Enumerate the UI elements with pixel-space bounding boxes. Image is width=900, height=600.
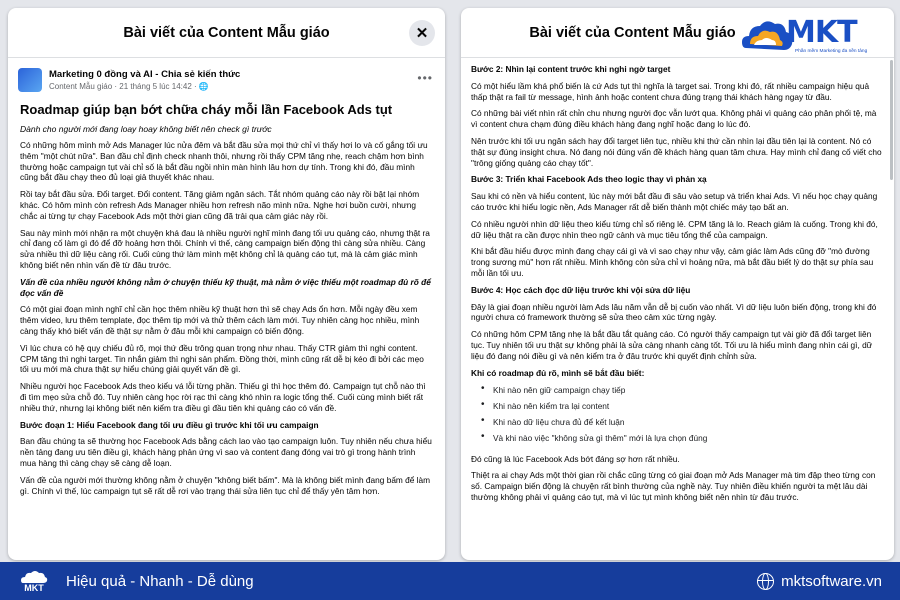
post-paragraphs: [471, 64, 882, 378]
section-heading: Bước đoạn 1: Hiểu Facebook đang tối ưu điều gì trước khi tối ưu campaign: [20, 419, 319, 430]
post-body: [8, 96, 445, 496]
brand-tagline: Phần mềm Marketing đa nền tảng: [795, 49, 868, 54]
footer-banner: [0, 562, 900, 600]
post-paragraph: Sau khi có nền và hiểu content, lúc này mới bắt đầu đi sâu vào setup và triển khai Ads. Vì nếu học chạy quảng cáo trước khi hiểu logic nền, Ads Manager rất dễ biến thành một chiếc máy tạo bất an.: [471, 191, 878, 212]
post-dialog-left: [8, 8, 445, 560]
post-paragraphs-tail: [471, 454, 882, 503]
post-paragraph: Nhiều người học Facebook Ads theo kiểu vá lỗi từng phần. Thiếu gì thì học thêm đó. Campaign tụt chỗ nào thì đi tìm mẹo sửa chỗ đó. Tuy nhiên càng học rời rạc thì càng khó nhìn ra logic tổng thể. Cuối cùng mình biết rất nhiều thứ, nhưng lại không biết nên kiểm tra điều gì đầu tiên khi quảng cáo có vấn đề.: [20, 381, 426, 413]
post-paragraph: Khi bắt đầu hiểu được mình đang chạy cái gì và vì sao chạy như vậy, cảm giác làm Ads cũng đỡ "mò đường trong sương mù" hơn rất nhiều. Mình không còn sửa chỉ vì hoảng nữa, mà bắt đầu biết lý do thật sự phía sau mỗi lần tối ưu.: [471, 246, 874, 278]
more-options-icon[interactable]: •••: [417, 71, 433, 85]
post-paragraph: Có những hôm mình mở Ads Manager lúc nửa đêm và bắt đầu sửa mọi thứ chỉ vì thấy hơi lo và cố gắng tối ưu thêm "một chút nữa". Ban đầu chỉ định check nhanh thôi, nhưng rồi thấy CPM tăng nhẹ, reach chậm hơn bình thường hoặc campaign tụt vài chỉ số là bắt đầu ngồi nhìn màn hình lâu hơn dự tính. Trong khi đó, đầu mình cũng bắt đầu chạy theo đủ loại giả thuyết khác nhau.: [20, 140, 428, 183]
post-paragraph: Có những bài viết nhìn rất chỉn chu nhưng người đọc vẫn lướt qua. Không phải vì quảng cáo phân phối tệ, mà vì content chưa chạm đúng điều khách hàng đang nghĩ hoặc đang lo lúc đó.: [471, 108, 877, 130]
post-paragraph: Đó cũng là lúc Facebook Ads bớt đáng sợ hơn rất nhiều.: [471, 453, 680, 464]
post-paragraph: Ban đầu chúng ta sẽ thường học Facebook Ads bằng cách lao vào tạo campaign luôn. Tuy nhiên nếu chưa hiểu nền tảng đang ưu tiên điều gì, khách hàng phản ứng vì sao và content đang đóng vai trò gì trong hành trình mua hàng thì càng chạy sẽ càng dễ loạn.: [20, 436, 432, 468]
post-body: [461, 58, 894, 503]
globe-icon: [757, 573, 774, 590]
post-paragraph: Thiệt ra ai chạy Ads một thời gian rồi chắc cũng từng có giai đoạn mở Ads Manager mà tim đập theo từng con số. Campaign biến động là chuyện rất bình thường của nghề này. Tuy nhiên điều khiến người ta mệt lâu dài thường không phải vì quảng cáo tụt, mà vì lúc tụt mình không biết nên nhìn từ đâu trước.: [471, 470, 876, 502]
post-dialog-right: [461, 8, 894, 560]
bullet-item: • Và khi nào việc "không sửa gì thêm" mới là lựa chọn đúng: [479, 432, 882, 448]
section-heading: Bước 4: Học cách đọc dữ liệu trước khi vội sửa dữ liệu: [471, 284, 691, 295]
dialog-title: Bài viết của Content Mẫu giáo: [123, 24, 330, 41]
brand-name: MKT: [786, 15, 857, 50]
bullet-item: • Khi nào nên kiểm tra lại content: [479, 400, 882, 416]
post-paragraph: Đây là giai đoạn nhiều người làm Ads lâu năm vẫn dễ bị cuốn vào nhất. Vì dữ liệu luôn biến động, trong khi đó người chưa có framework thường sẽ sửa theo cảm xúc từng ngày.: [471, 301, 877, 323]
footer-website[interactable]: [757, 573, 882, 590]
dialog-header: [8, 8, 445, 58]
section-heading: Bước 2: Nhìn lại content trước khi nghi ngờ target: [471, 64, 671, 74]
post-paragraph: Nên trước khi tối ưu ngân sách hay đổi target liên tục, nhiều khi thứ cần nhìn lại đầu tiên lại là content. Nó có thật sự đúng insight chưa. Nó đang nói đúng vấn đề khách hàng quan tâm chưa. Hay mình chỉ đang cố viết cho "trông giống quảng cáo chạy tốt".: [471, 135, 882, 168]
post-subheading: Dành cho người mới đang loay hoay không biết nên check gì trước: [20, 124, 272, 134]
bullet-list: [479, 384, 882, 447]
bullet-item: • Khi nào nên giữ campaign chạy tiếp: [479, 384, 882, 400]
post-heading: Roadmap giúp bạn bớt chữa cháy mỗi lần Facebook Ads tụt: [20, 102, 393, 117]
footer-slogan: Hiệu quả - Nhanh - Dễ dùng: [66, 572, 254, 590]
section-heading: Khi có roadmap đủ rõ, mình sẽ bắt đầu biết:: [471, 367, 645, 378]
mkt-logo: [740, 12, 900, 62]
post-paragraph: Có những hôm CPM tăng nhẹ là bắt đầu tắt quảng cáo. Có người thấy campaign tụt vài giờ đã đổi target liên tục. Tuy nhiên tối ưu thật sự không phải là sửa càng nhanh càng tốt. Tối ưu là hiểu mình đang nhìn cái gì, dữ liệu đó đang nói điều gì và nên kiểm tra ở đâu trước khi quyết định chỉnh sửa.: [471, 329, 873, 361]
post-author-block: [8, 58, 445, 96]
post-paragraphs: [20, 140, 433, 496]
footer-logo: [16, 569, 52, 593]
post-paragraph: Vấn đề của người mới thường không nằm ở chuyện "không biết bấm". Mà là không biết mình đang bấm để làm gì. Chính vì thế, lúc campaign tụt sẽ rất dễ rơi vào trạng thái sửa liên tục chỉ để thấy yên tâm hơn.: [20, 474, 431, 496]
post-paragraph: Vì lúc chưa có hệ quy chiếu đủ rõ, mọi thứ đều trông quan trọng như nhau. Thấy CTR giảm thì nghi content. CPM tăng thì nghi target. Tin nhắn giảm thì nghi sản phẩm. Đồng thời, mình cũng rất dễ bị kéo đi bởi các mẹo tối ưu mới mà chưa thật sự hiểu chúng giải quyết vấn đề gì.: [20, 342, 424, 375]
post-paragraph: Sau này mình mới nhận ra một chuyện khá đau là nhiều người nghĩ mình đang tối ưu quảng cáo, nhưng thật ra chỉ đang cố làm gì đó để đỡ hoảng hơn thôi. Chính vì thế, càng campaign biến động thì càng sửa nhiều. Càng sửa nhiều thì dữ liệu càng rối. Cuối cùng thứ làm mình mệt không chỉ là quảng cáo tụt, mà là cảm giác mình không biết nên nhìn vấn đề từ đâu trước.: [20, 227, 430, 270]
bullet-item: • Khi nào dữ liệu chưa đủ để kết luận: [479, 416, 882, 432]
post-paragraph: Rồi tay bắt đầu sửa. Đổi target. Đổi content. Tăng giảm ngân sách. Tắt nhóm quảng cáo này rồi bật lại nhóm khác. Có hôm mình còn refresh Ads Manager nhiều hơn refresh não mình nữa. Nghe hơi buồn cười, nhưng chắc ai từng tự chạy Facebook Ads một thời gian cũng đã trải qua cảm giác này rồi.: [20, 189, 420, 221]
close-button[interactable]: ✕: [409, 20, 435, 46]
post-paragraph: Có một giai đoạn mình nghĩ chỉ cần học thêm nhiều kỹ thuật hơn thì sẽ chạy Ads ổn hơn. Mỗi ngày đều xem thêm video, lưu thêm template, đọc thêm tip mới và thử thêm cách làm mới. Tuy nhiên càng học nhiều, mình càng thấy khó biết vấn đề thật sự nằm ở đâu mỗi khi campaign có biến động.: [20, 304, 420, 336]
footer-logo-label: MKT: [24, 583, 44, 593]
post-meta: Content Mẫu giáo · 21 tháng 5 lúc 14:42 · 🌐: [49, 81, 209, 91]
section-heading: Bước 3: Triển khai Facebook Ads theo logic thay vì phản xạ: [471, 174, 707, 185]
dialog-title: Bài viết của Content Mẫu giáo: [529, 24, 736, 41]
scrollbar[interactable]: [890, 60, 893, 180]
group-name[interactable]: Marketing 0 đồng và AI - Chia sẻ kiến thức: [49, 68, 241, 80]
avatar[interactable]: [18, 68, 42, 92]
section-heading: Vấn đề của nhiều người không nằm ở chuyện thiếu kỹ thuật, mà nằm ở việc thiếu một roadmap đủ rõ để đọc vấn đề: [20, 276, 431, 298]
post-paragraph: Có một hiểu lầm khá phổ biến là cứ Ads tụt thì nghĩa là target sai. Trong khi đó, rất nhiều campaign hiệu quả thấp thật ra fail từ message, hình ảnh hoặc content chưa đúng trạng thái khách hàng ngay từ đầu.: [471, 80, 870, 102]
post-paragraph: Có nhiều người nhìn dữ liệu theo kiểu từng chỉ số riêng lẻ. CPM tăng là lo. Reach giảm là cuống. Trong khi đó, dữ liệu thật ra cần được nhìn theo ngữ cảnh và mục tiêu tổng thể của campaign.: [471, 218, 878, 240]
website-url[interactable]: mktsoftware.vn: [781, 572, 882, 590]
